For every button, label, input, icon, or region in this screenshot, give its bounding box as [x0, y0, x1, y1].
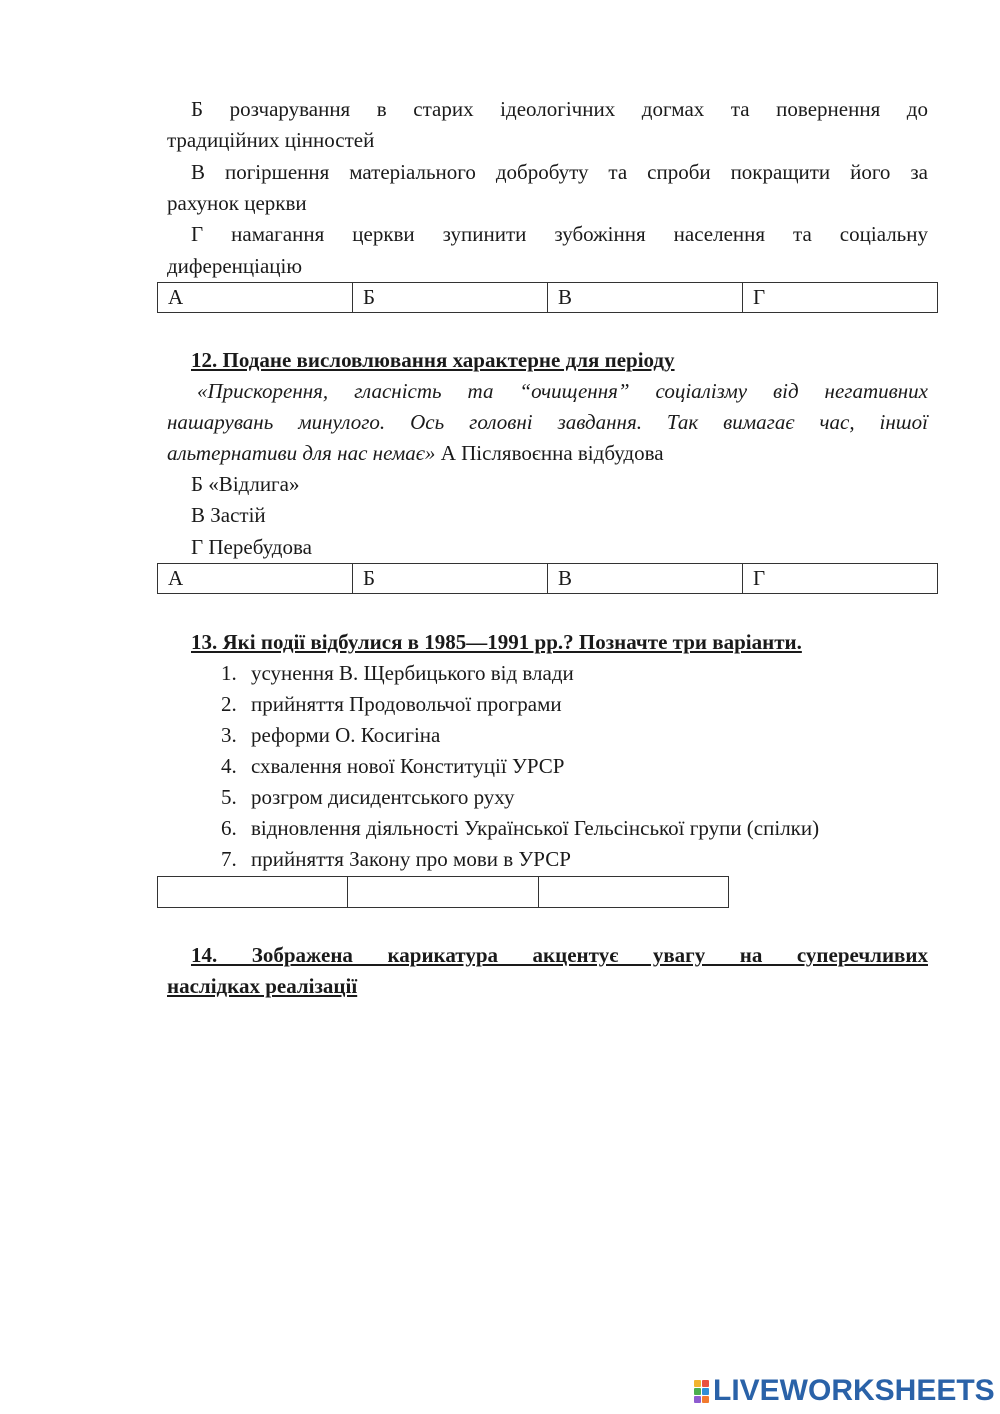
q13-title: 13. Які події відбулися в 1985—1991 рр.? Позначте три варіанти.	[191, 630, 802, 654]
q13-answer-cell-2[interactable]	[348, 877, 538, 908]
q12-option-v: В Застій	[191, 503, 266, 527]
q12-option-a: А Післявоєнна відбудова	[435, 441, 664, 465]
list-item: 3. реформи О. Косигіна	[221, 723, 441, 747]
q12-answer-table	[157, 563, 938, 594]
logo-blocks-icon	[694, 1380, 709, 1403]
list-item: 5. розгром дисидентського руху	[221, 785, 515, 809]
q11-option-v-line2: рахунок церкви	[167, 191, 307, 215]
q11-option-b-line1: Б розчарування в старих ідеологічних догмах та повернення до	[191, 97, 928, 121]
q13-answer-cell-3[interactable]	[538, 877, 728, 908]
q12-answer-cell-b[interactable]: Б	[353, 564, 548, 594]
q12-answer-cell-g[interactable]: Г	[743, 564, 938, 594]
q12-quote-line1: «Прискорення, гласність та “очищення” соціалізму від негативних	[197, 379, 928, 403]
q12-quote-line3: альтернативи для нас немає»	[167, 441, 436, 465]
q11-answer-cell-a[interactable]: А	[158, 283, 353, 313]
liveworksheets-logo[interactable]	[694, 1375, 995, 1407]
list-item: 7. прийняття Закону про мови в УРСР	[221, 847, 571, 871]
q11-answer-cell-g[interactable]: Г	[743, 283, 938, 313]
list-item: 2. прийняття Продовольчої програми	[221, 692, 562, 716]
q12-answer-cell-v[interactable]: В	[548, 564, 743, 594]
q11-answer-table	[157, 282, 938, 313]
q12-quote-line3-wrap	[167, 440, 664, 466]
q13-answer-table	[157, 876, 729, 908]
q12-quote-line2: нашарувань минулого. Ось головні завдання. Так вимагає час, іншої	[167, 410, 928, 434]
q12-option-b: Б «Відлига»	[191, 472, 300, 496]
q14-title-line2: наслідках реалізації	[167, 974, 358, 998]
q13-answer-cell-1[interactable]	[158, 877, 348, 908]
list-item: 4. схвалення нової Конституції УРСР	[221, 754, 565, 778]
q11-option-b-line2: традиційних цінностей	[167, 128, 375, 152]
list-item: 6. відновлення діяльності Української Гельсінської групи (спілки)	[221, 816, 820, 840]
q11-answer-cell-v[interactable]: В	[548, 283, 743, 313]
q11-option-g-line1: Г намагання церкви зупинити зубожіння населення та соціальну	[191, 222, 928, 246]
logo-text: LIVEWORKSHEETS	[713, 1374, 995, 1407]
q11-option-g-line2: диференціацію	[167, 254, 303, 278]
q12-title: 12. Подане висловлювання характерне для періоду	[191, 348, 675, 372]
q12-option-g: Г Перебудова	[191, 535, 312, 559]
q11-option-v-line1: В погіршення матеріального добробуту та спроби покращити його за	[191, 160, 928, 184]
q13-list	[221, 660, 819, 877]
q12-answer-cell-a[interactable]: А	[158, 564, 353, 594]
list-item: 1. усунення В. Щербицького від влади	[221, 661, 574, 685]
q11-answer-cell-b[interactable]: Б	[353, 283, 548, 313]
q14-title-line1: 14. Зображена карикатура акцентує увагу на суперечливих	[191, 943, 928, 967]
